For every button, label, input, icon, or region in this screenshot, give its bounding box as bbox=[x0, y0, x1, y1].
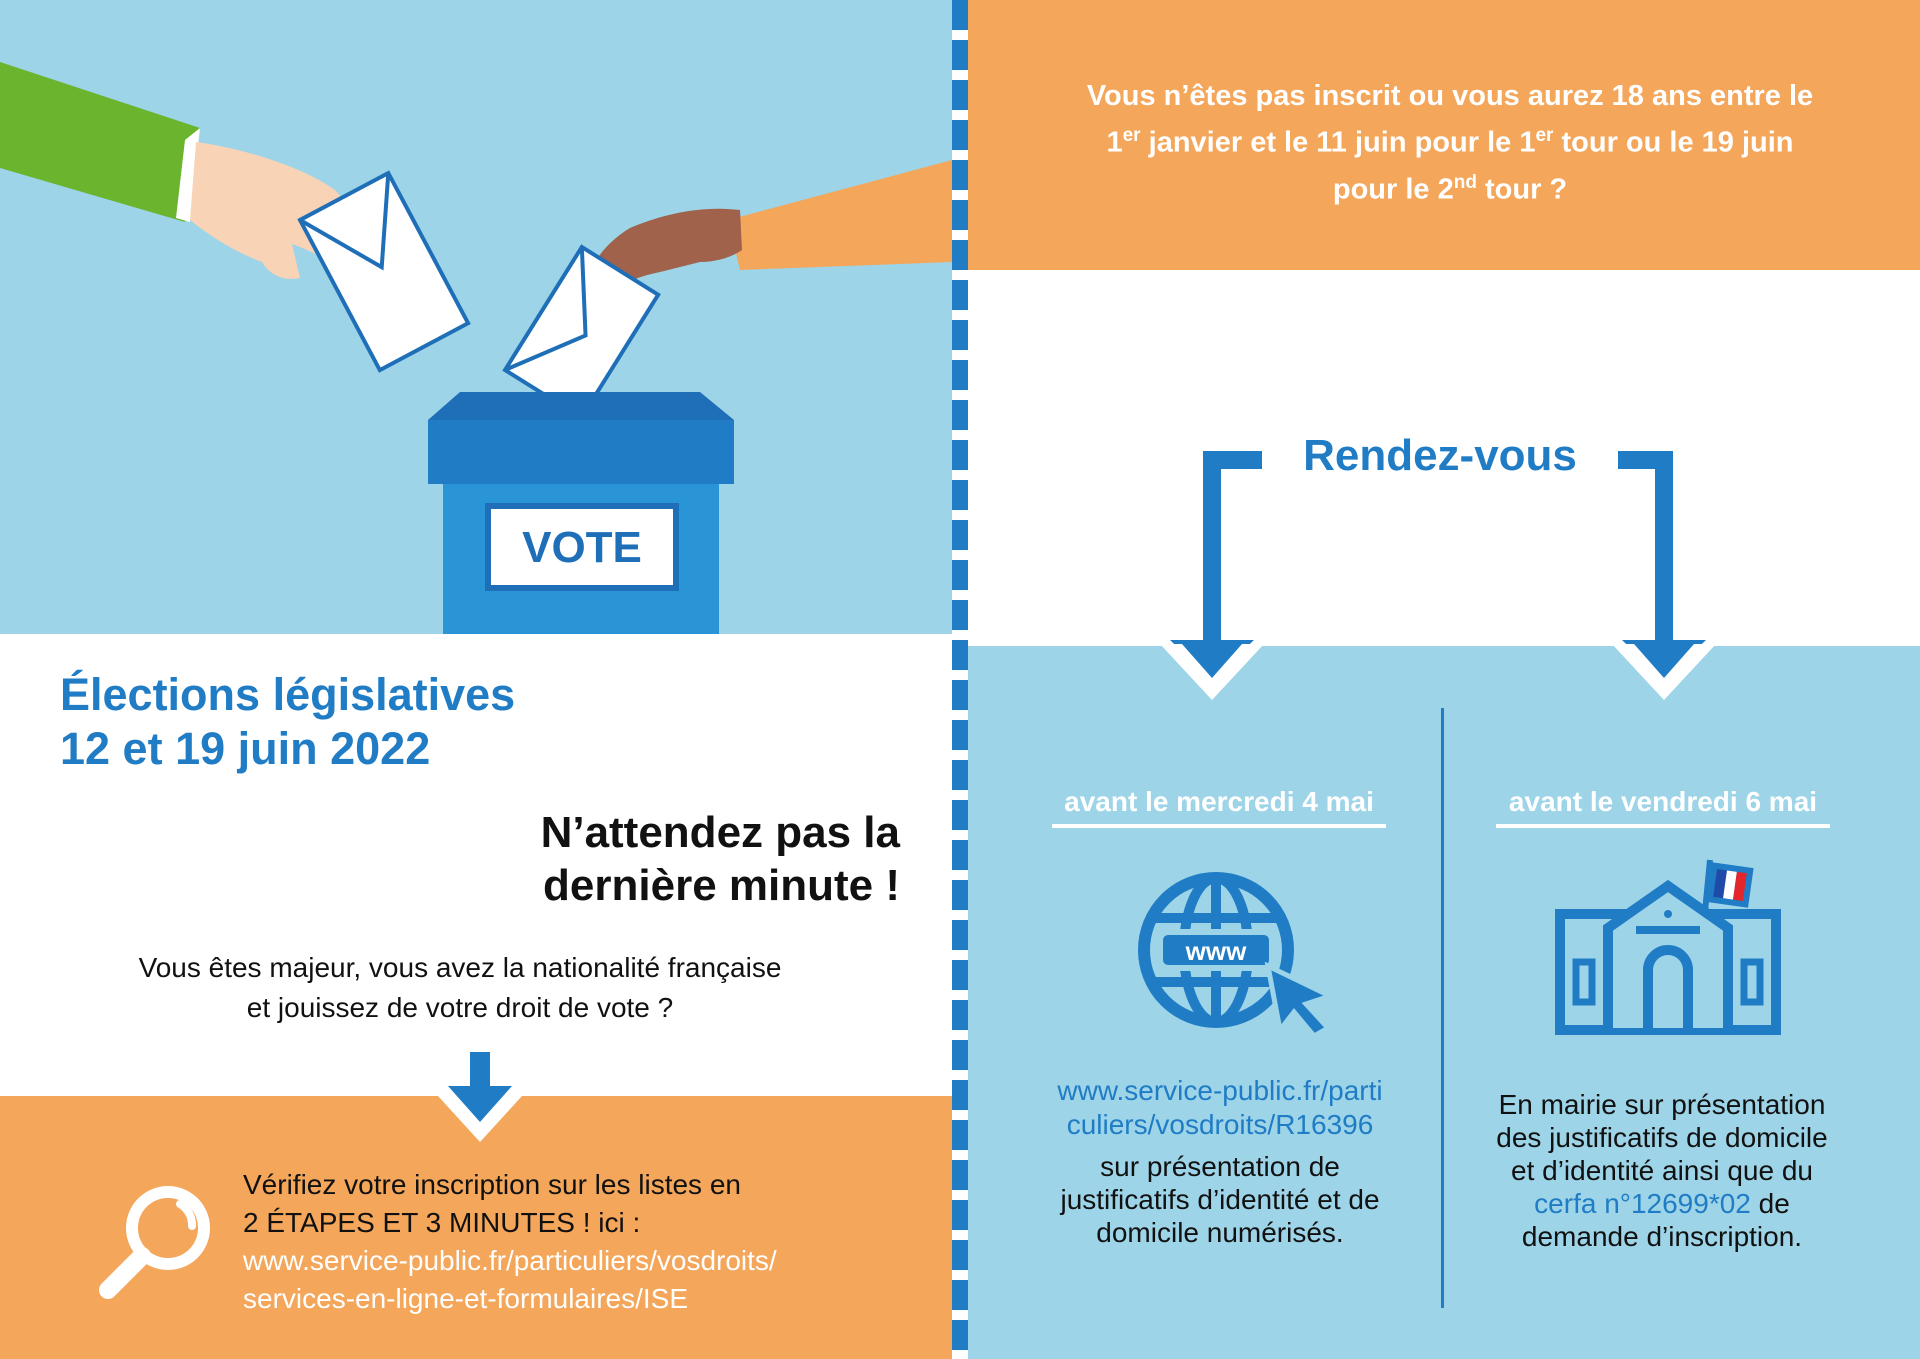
eligibility-line1: Vous êtes majeur, vous avez la nationalité française bbox=[138, 952, 782, 983]
verify-line1: Vérifiez votre inscription sur les listes en bbox=[243, 1169, 741, 1200]
headline-line2: dernière minute ! bbox=[543, 861, 900, 910]
magnifier-icon bbox=[96, 1180, 216, 1300]
question-num-2: 1 bbox=[1519, 126, 1536, 159]
vote-illustration bbox=[0, 0, 952, 634]
question-sup-1: er bbox=[1122, 125, 1141, 146]
eligibility-line2: et jouissez de votre droit de vote ? bbox=[246, 992, 674, 1023]
mairie-line2: des justificatifs de domicile bbox=[1496, 1122, 1828, 1153]
question-text-2: janvier et le 11 juin pour le bbox=[1140, 126, 1520, 159]
headline bbox=[380, 806, 900, 912]
mairie-requirements bbox=[1470, 1088, 1854, 1253]
online-requirements bbox=[1030, 1150, 1410, 1249]
election-title-line1: Élections législatives bbox=[60, 669, 516, 720]
question-text-5: tour ? bbox=[1476, 173, 1568, 206]
column-separator bbox=[1441, 708, 1444, 1308]
ballot-box-illustration bbox=[0, 0, 952, 634]
online-desc-line1: sur présentation de bbox=[1100, 1151, 1340, 1182]
question-text-1: Vous n’êtes pas inscrit ou vous aurez 18 ans entre le bbox=[1086, 80, 1814, 112]
mairie-line5: demande d’inscription. bbox=[1521, 1221, 1803, 1252]
mairie-line3: et d’identité ainsi que du bbox=[1511, 1155, 1813, 1186]
verify-link[interactable] bbox=[243, 1242, 943, 1318]
verify-instructions bbox=[243, 1166, 943, 1318]
mairie-deadline: avant le vendredi 6 mai bbox=[1496, 784, 1830, 828]
election-dates: 12 et 19 juin 2022 bbox=[60, 723, 431, 774]
online-desc-line3: domicile numérisés. bbox=[1096, 1217, 1344, 1248]
online-link-line2[interactable]: culiers/vosdroits/R16396 bbox=[1066, 1109, 1374, 1140]
orange-sleeve bbox=[728, 160, 952, 270]
question-num-1: 1 bbox=[1106, 126, 1123, 159]
mairie-line4 bbox=[1470, 1187, 1854, 1220]
mairie-after-cerfa: de bbox=[1750, 1188, 1790, 1219]
question-text-3: tour ou le 19 juin bbox=[1553, 126, 1794, 159]
question-sup-3: nd bbox=[1453, 171, 1477, 193]
question-text-4: pour le 2 bbox=[1332, 173, 1454, 206]
headline-line1: N’attendez pas la bbox=[540, 808, 900, 857]
online-registration-link[interactable] bbox=[1030, 1074, 1410, 1142]
online-link-line1[interactable]: www.service-public.fr/parti bbox=[1057, 1075, 1383, 1106]
dashed-divider bbox=[952, 0, 968, 1359]
online-desc-line2: justificatifs d’identité et de bbox=[1060, 1184, 1380, 1215]
ballot-box-label: VOTE bbox=[522, 523, 642, 572]
rdv-chevrons bbox=[1160, 644, 1720, 702]
cerfa-link[interactable]: cerfa n°12699*02 bbox=[1534, 1188, 1751, 1219]
verify-link-line1[interactable]: www.service-public.fr/particuliers/vosdroits/ bbox=[243, 1245, 777, 1276]
ballot-box-lid bbox=[428, 420, 734, 484]
town-hall-icon bbox=[1552, 858, 1784, 1038]
eligibility-question bbox=[100, 948, 820, 1028]
verify-line2: 2 ÉTAPES ET 3 MINUTES ! ici : bbox=[243, 1207, 641, 1238]
verify-link-line2[interactable]: services-en-ligne-et-formulaires/ISE bbox=[243, 1283, 689, 1314]
rdv-title: Rendez-vous bbox=[1303, 431, 1577, 480]
registration-question bbox=[1060, 76, 1840, 209]
election-title bbox=[60, 668, 860, 776]
question-sup-2: er bbox=[1535, 125, 1554, 146]
mairie-line1: En mairie sur présentation bbox=[1498, 1089, 1826, 1120]
green-sleeve bbox=[0, 62, 200, 222]
svg-text:www: www bbox=[1185, 936, 1247, 966]
arrow-down-icon bbox=[438, 1052, 522, 1142]
online-deadline: avant le mercredi 4 mai bbox=[1052, 784, 1386, 828]
globe-www-icon bbox=[1130, 866, 1340, 1036]
